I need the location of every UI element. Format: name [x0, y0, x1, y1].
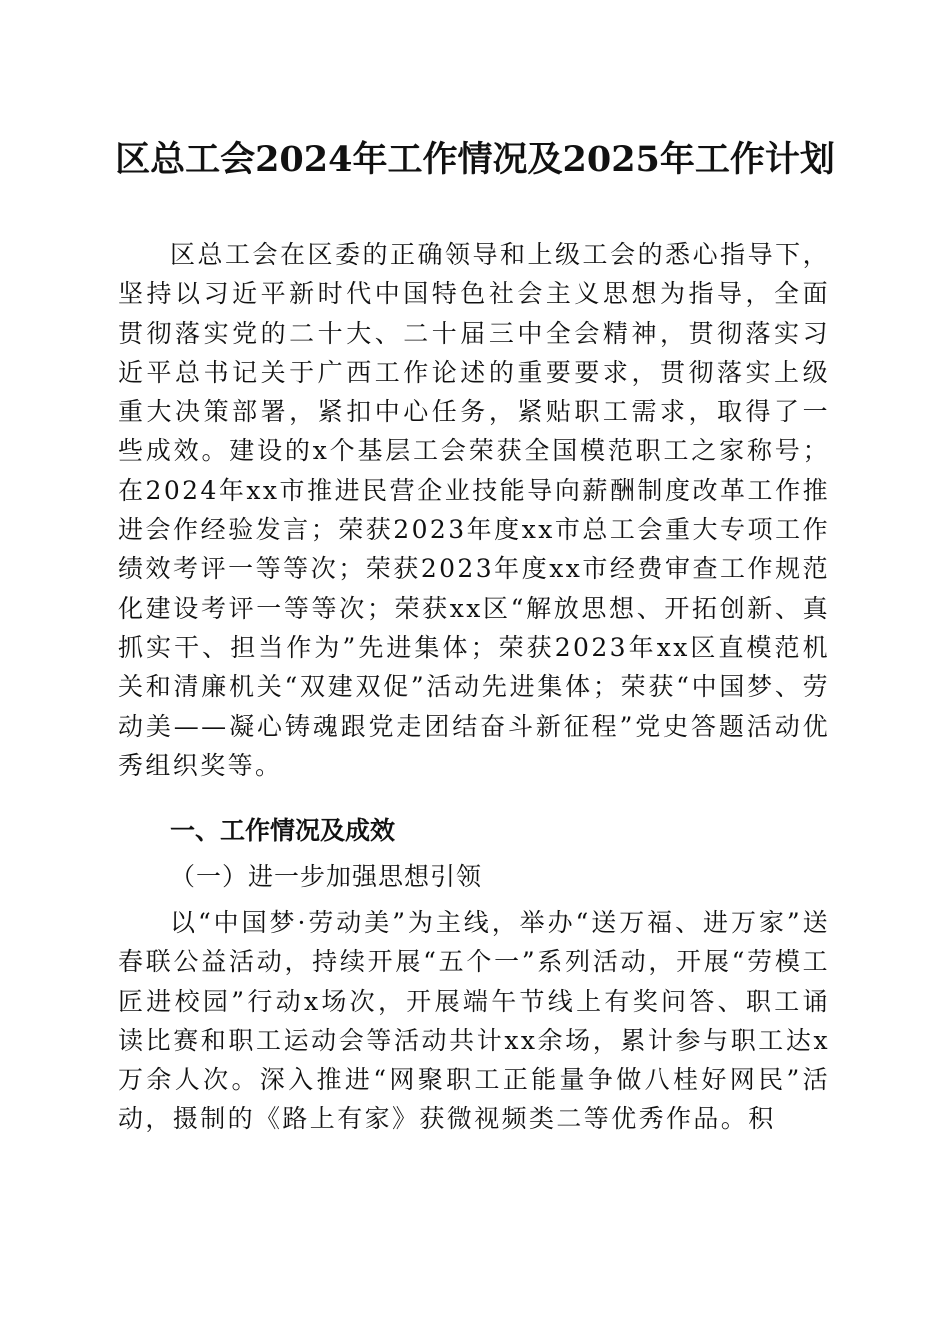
subsection-heading: （一）进一步加强思想引领	[170, 862, 483, 891]
section-heading: 一、工作情况及成效	[170, 816, 396, 845]
document-title: 区总工会2024年工作情况及2025年工作计划	[115, 139, 835, 180]
subsection-paragraph: 以“中国梦·劳动美”为主线，举办“送万福、进万家”送春联公益活动，持续开展“五个一”系列活动，开展“劳模工匠进校园”行动x场次，开展端午节线上有奖问答、职工诵读比赛和职工运动会等活动共计xx余场，累计参与职工达x万余人次。深入推进“网聚职工正能量争做八桂好网民”活动，摄制的《路上有家》获微视频类二等优秀作品。积	[118, 908, 830, 1134]
intro-paragraph: 区总工会在区委的正确领导和上级工会的悉心指导下，坚持以习近平新时代中国特色社会主义思想为指导，全面贯彻落实党的二十大、二十届三中全会精神，贯彻落实习近平总书记关于广西工作论述的重要要求，贯彻落实上级重大决策部署，紧扣中心任务，紧贴职工需求，取得了一些成效。建设的x个基层工会荣获全国模范职工之家称号；在2024年xx市推进民营企业技能导向薪酬制度改革工作推进会作经验发言；荣获2023年度xx市总工会重大专项工作绩效考评一等等次；荣获2023年度xx市经费审查工作规范化建设考评一等等次；荣获xx区“解放思想、开拓创新、真抓实干、担当作为”先进集体；荣获2023年xx区直模范机关和清廉机关“双建双促”活动先进集体；荣获“中国梦、劳动美——凝心铸魂跟党走团结奋斗新征程”党史答题活动优秀组织奖等。	[118, 240, 830, 780]
